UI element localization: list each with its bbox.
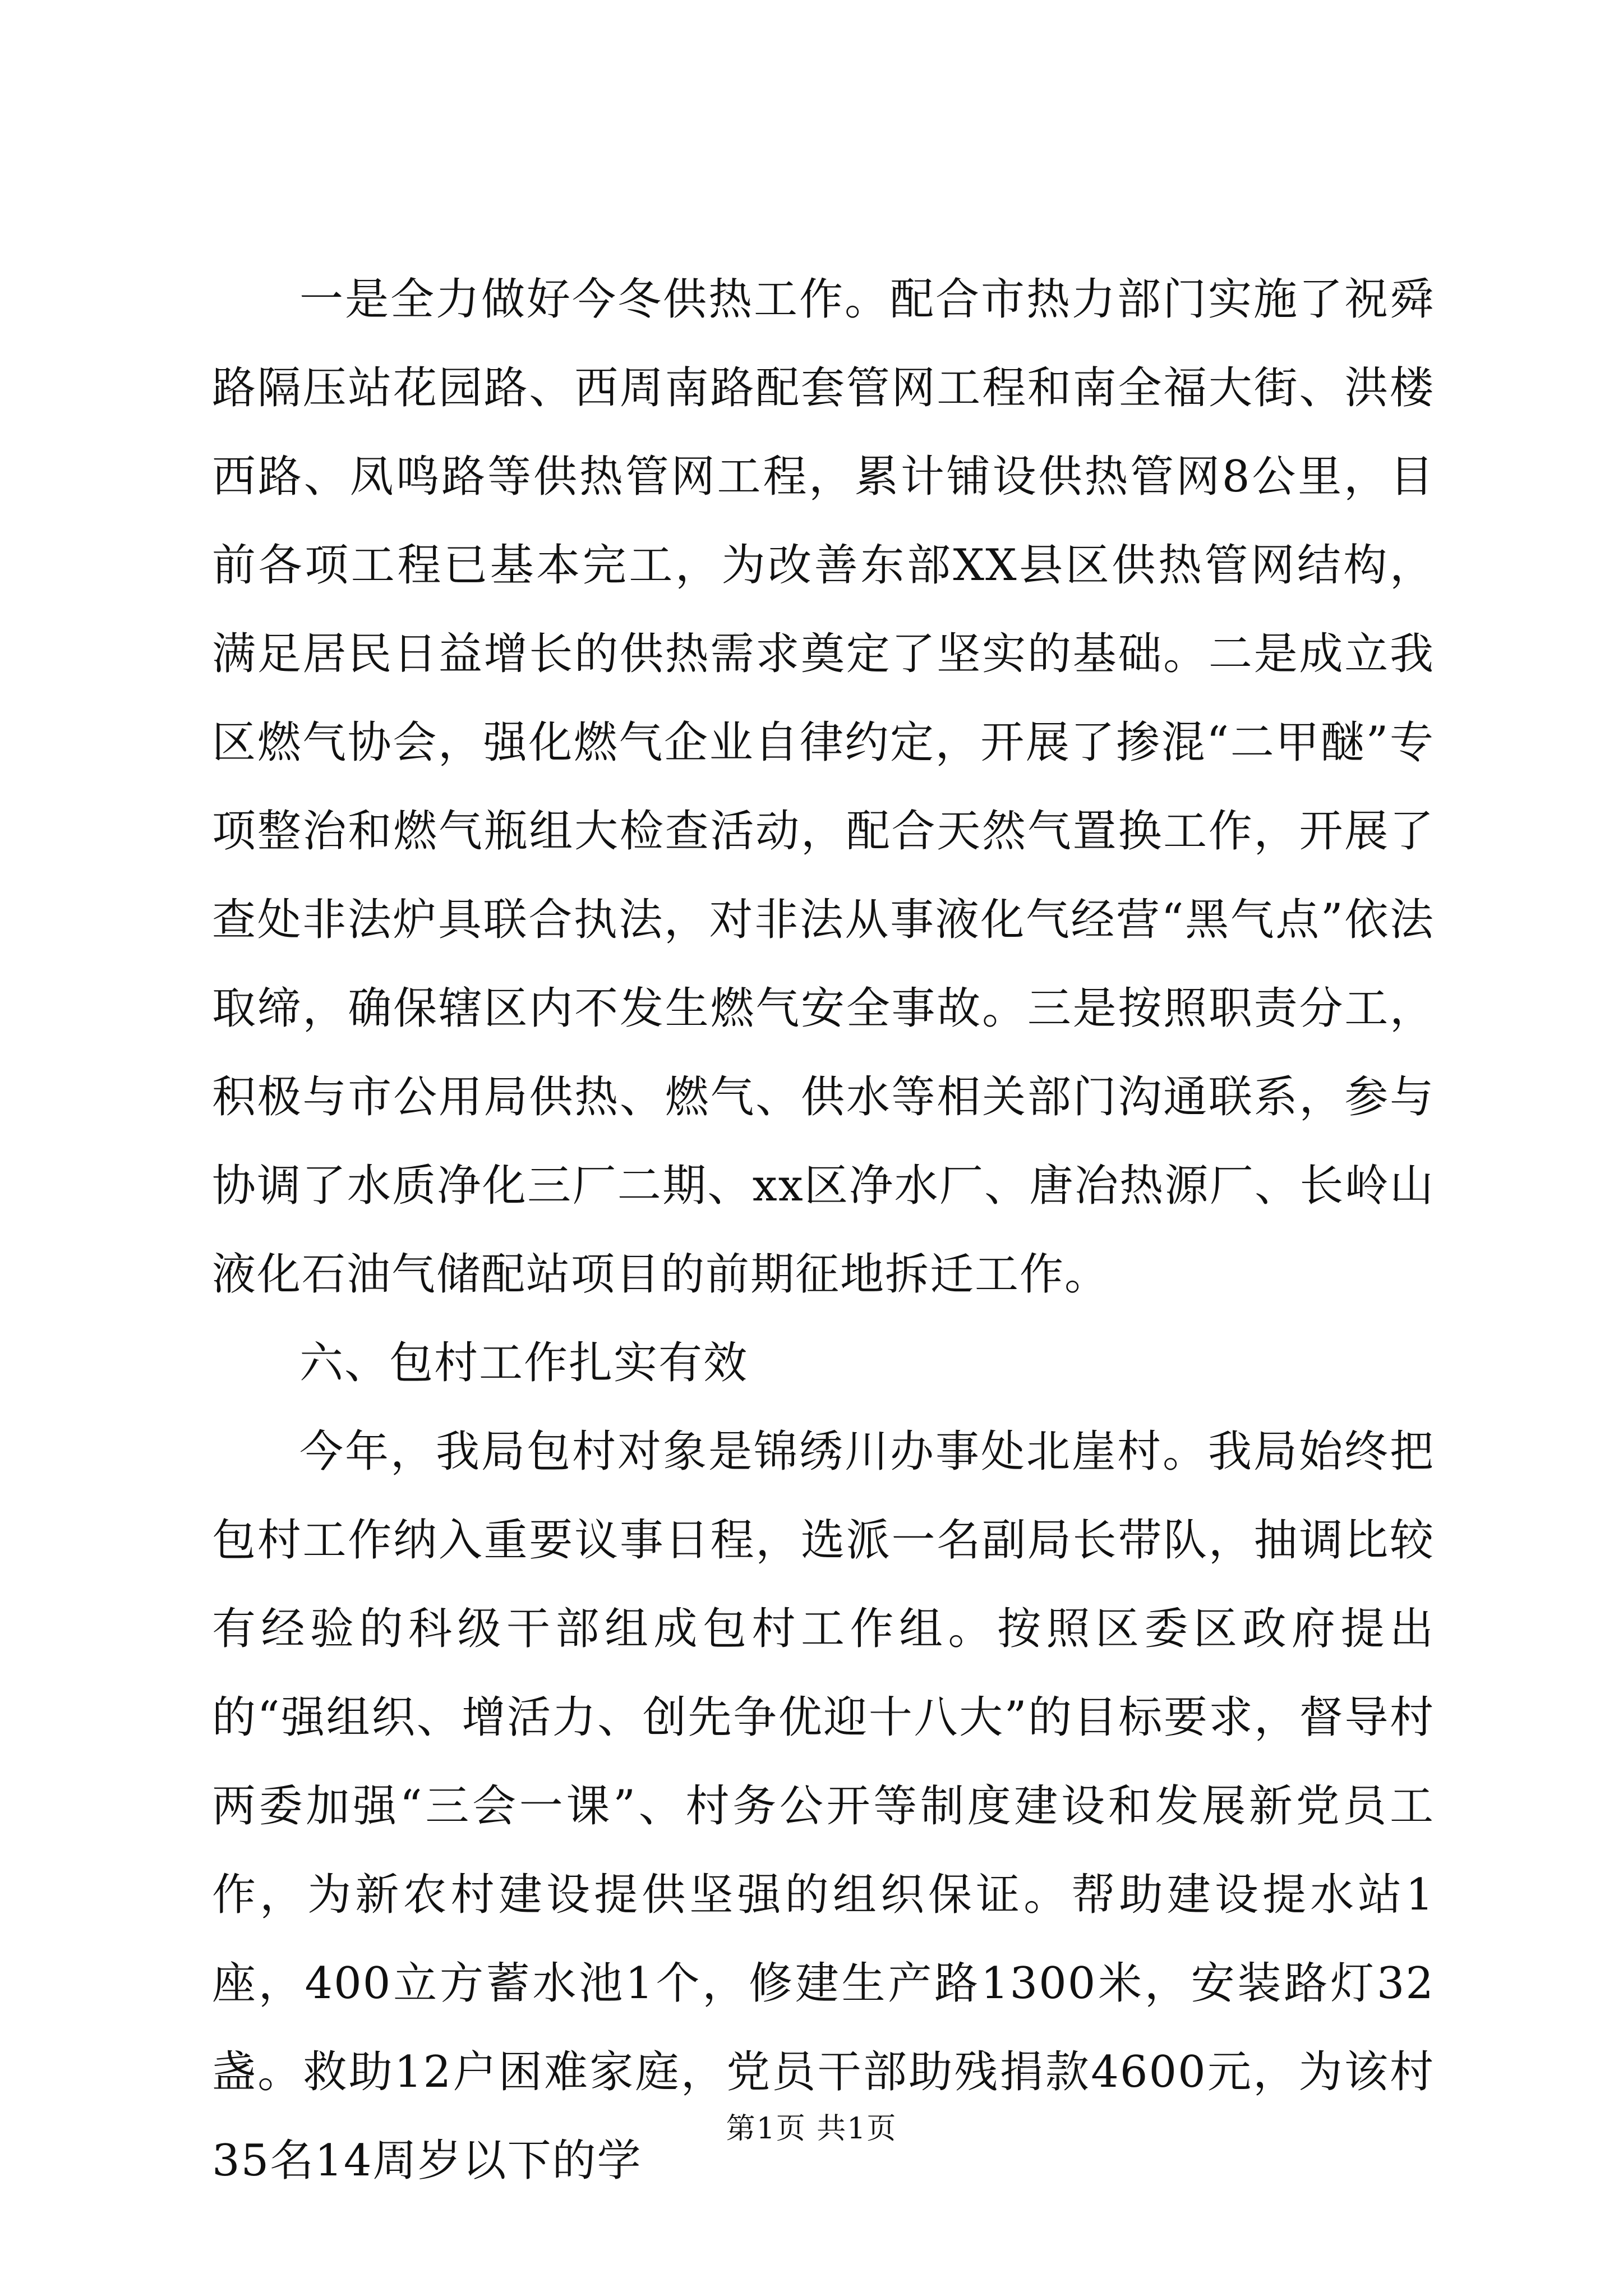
document-body — [212, 255, 1435, 2205]
section-heading-village-work: 六、包村工作扎实有效 — [299, 1338, 749, 1388]
body-paragraph-village-work: 今年，我局包村对象是锦绣川办事处北崖村。我局始终把包村工作纳入重要议事日程，选派一名副局长带队，抽调比较有经验的科级干部组成包村工作组。按照区委区政府提出的“强组织、增活力、创先争优迎十八大”的目标要求，督导村两委加强“三会一课”、村务公开等制度建设和发展新党员工作，为新农村建设提供坚强的组织保证。帮助建设提水站1座，400立方蓄水池1个，修建生产路1300米，安装路灯32盏。救助12户困难家庭，党员干部助残捐款4600元，为该村35名14周岁以下的学 — [212, 1427, 1435, 2186]
page-footer: 第1页 共1页 — [726, 2112, 897, 2146]
body-paragraph-heating-gas: 一是全力做好今冬供热工作。配合市热力部门实施了祝舜路隔压站花园路、西周南路配套管网工程和南全福大街、洪楼西路、凤鸣路等供热管网工程，累计铺设供热管网8公里，目前各项工程已基本完工，为改善东部XX县区供热管网结构，满足居民日益增长的供热需求奠定了坚实的基础。二是成立我区燃气协会，强化燃气企业自律约定，开展了掺混“二甲醚”专项整治和燃气瓶组大检查活动，配合天然气置换工作，开展了查处非法炉具联合执法，对非法从事液化气经营“黑气点”依法取缔，确保辖区内不发生燃气安全事故。三是按照职责分工，积极与市公用局供热、燃气、供水等相关部门沟通联系，参与协调了水质净化三厂二期、xx区净水厂、唐冶热源厂、长岭山液化石油气储配站项目的前期征地拆迁工作。 — [212, 274, 1435, 1300]
